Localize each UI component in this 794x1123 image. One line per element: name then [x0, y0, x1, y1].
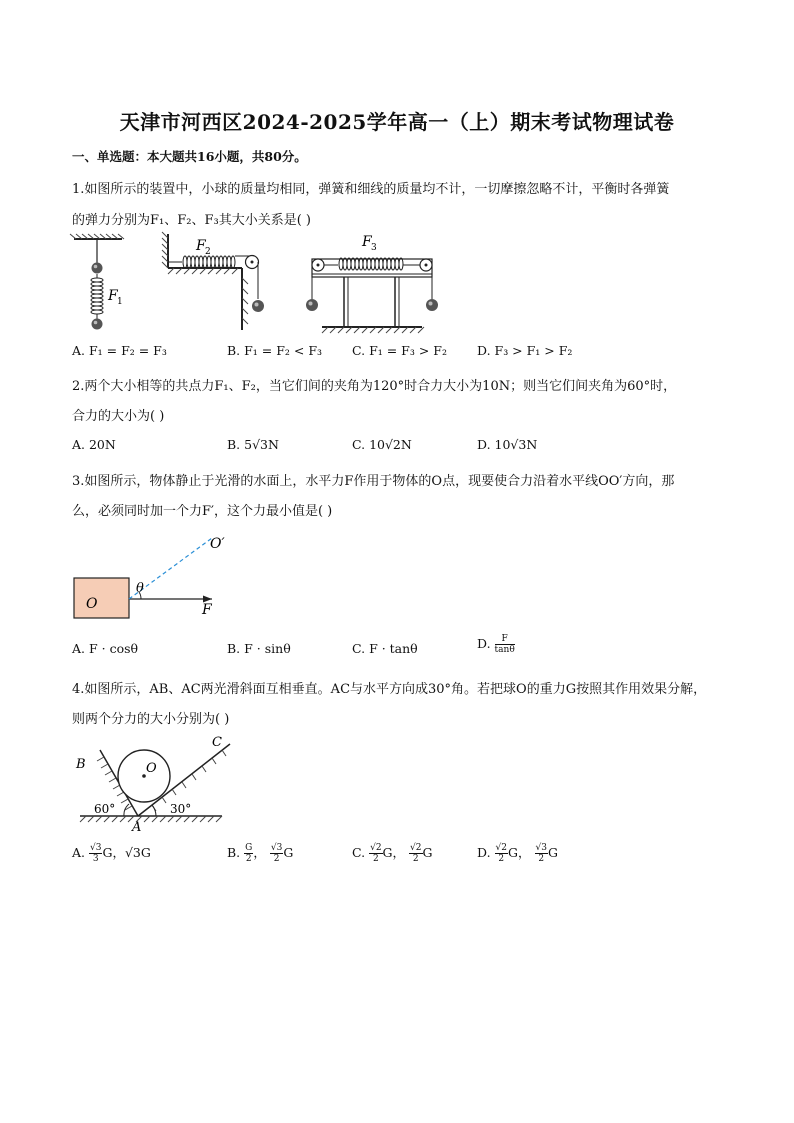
- q1-figure-table-spring: [300, 232, 445, 332]
- q3-option-d[interactable]: [477, 634, 515, 655]
- q4-option-d-num-1: √2: [495, 843, 508, 853]
- q1-f3-label: F: [362, 234, 372, 250]
- q3-option-c[interactable]: C. F · tanθ: [352, 641, 418, 656]
- q2-text-line2: 合力的大小为( ): [72, 409, 165, 424]
- section-heading: 一、单选题：本大题共16小题，共80分。: [72, 149, 307, 164]
- q1-f3-sub: 3: [371, 243, 377, 253]
- q4-option-d-num-2: √3: [535, 843, 547, 853]
- q4-option-c-prefix: C.: [352, 845, 366, 860]
- q4-text-line2: 则两个分力的大小分别为( ): [72, 712, 230, 727]
- q1-text-line2: 的弹力分别为F₁、F₂、F₃其大小关系是( ): [72, 213, 311, 228]
- q4-option-d-fraction-1: [495, 843, 508, 864]
- q4-option-d-den-1: 2: [498, 854, 505, 864]
- q4-option-a[interactable]: [72, 843, 151, 864]
- q1-option-a[interactable]: A. F₁ = F₂ = F₃: [72, 343, 167, 358]
- q4-option-d[interactable]: [477, 843, 558, 864]
- q4-option-b-sep: ，: [253, 845, 266, 860]
- q3-option-d-numerator: F: [495, 634, 515, 645]
- q4-option-c-fraction-2: [409, 843, 422, 864]
- q1-f1-label: F: [108, 288, 118, 304]
- q4-option-c-den-2: 2: [412, 854, 419, 864]
- q4-angle-right-label: 30°: [170, 802, 192, 816]
- q4-angle-left-label: 60°: [94, 802, 116, 816]
- q4-option-d-den-2: 2: [538, 854, 545, 864]
- q2-text-line1: 2.两个大小相等的共点力F₁、F₂，当它们间的夹角为120°时合力大小为10N；则当它们间夹角为60°时，: [72, 379, 677, 394]
- q4-option-b-g: G: [283, 845, 294, 860]
- q4-option-d-prefix: D.: [477, 845, 491, 860]
- q3-option-b[interactable]: B. F · sinθ: [227, 641, 291, 656]
- q4-b-label: B: [76, 757, 86, 772]
- q2-option-c[interactable]: C. 10√2N: [352, 437, 412, 452]
- page-title: 天津市河西区2024-2025学年高一（上）期末考试物理试卷: [119, 110, 675, 134]
- q1-f2-sub: 2: [205, 247, 211, 257]
- q4-option-a-fraction: [89, 843, 102, 864]
- q1-f2-label: F: [196, 238, 206, 254]
- q4-a-label: A: [132, 820, 142, 835]
- q1-figure-corner-spring: [160, 232, 275, 332]
- q4-text-line1: 4.如图所示，AB、AC两光滑斜面互相垂直。AC与水平方向成30°角。若把球O的重力G按照其作用效果分解，: [72, 682, 707, 697]
- q4-option-d-fraction-2: [535, 843, 548, 864]
- q4-option-b-prefix: B.: [227, 845, 241, 860]
- q3-option-a[interactable]: A. F · cosθ: [72, 641, 139, 656]
- q4-c-label: C: [212, 735, 222, 750]
- q1-figure-hanging-spring: [70, 234, 130, 334]
- q4-option-b-fraction-1: [244, 843, 253, 864]
- q3-f-label: F: [202, 602, 212, 618]
- q4-option-b[interactable]: [227, 843, 293, 864]
- q1-text-line1: 1.如图所示的装置中，小球的质量均相同，弹簧和细线的质量均不计，一切摩擦忽略不计，平衡时各弹簧: [72, 182, 670, 197]
- q4-option-c-g2: G: [422, 845, 433, 860]
- q4-option-a-den: 3: [92, 854, 99, 864]
- q4-option-c-num-2: √2: [410, 843, 422, 853]
- q3-oprime-label: O′: [210, 536, 225, 552]
- q1-f1-sub: 1: [117, 297, 123, 307]
- q3-figure-block-force: [72, 530, 242, 622]
- q2-option-b[interactable]: B. 5√3N: [227, 437, 279, 452]
- q3-text-line1: 3.如图所示，物体静止于光滑的水面上，水平力F作用于物体的O点，现要使合力沿着水平线OO′方向，那: [72, 474, 675, 489]
- q3-option-d-fraction: [495, 634, 515, 655]
- q3-o-label: O: [86, 596, 98, 612]
- q4-option-d-g1: G，: [508, 845, 531, 860]
- q4-option-b-num-2: √3: [270, 843, 283, 853]
- q3-text-line2: 么，必须同时加一个力F′，这个力最小值是( ): [72, 504, 333, 519]
- q3-theta-label: θ: [136, 581, 144, 596]
- q4-option-b-den-1: 2: [245, 854, 252, 864]
- q4-option-c-num-1: √2: [370, 843, 382, 853]
- q4-option-a-g: G，: [102, 845, 125, 860]
- q4-option-c-fraction-1: [369, 843, 382, 864]
- q4-option-c-den-1: 2: [372, 854, 379, 864]
- q4-option-a-num: √3: [90, 843, 102, 853]
- q1-option-b[interactable]: B. F₁ = F₂ < F₃: [227, 343, 323, 358]
- q2-option-d[interactable]: D. 10√3N: [477, 437, 538, 452]
- q4-o-label: O: [146, 761, 157, 776]
- q1-option-d[interactable]: D. F₃ > F₁ > F₂: [477, 343, 573, 358]
- q3-option-d-denominator: tanθ: [494, 645, 515, 655]
- q4-option-b-num-1: G: [245, 843, 253, 853]
- q1-option-c[interactable]: C. F₁ = F₃ > F₂: [352, 343, 447, 358]
- q2-option-a[interactable]: A. 20N: [72, 437, 116, 452]
- q4-option-b-fraction-2: [270, 843, 283, 864]
- q4-option-a-rest: √3G: [124, 845, 151, 860]
- q4-option-b-den-2: 2: [273, 854, 280, 864]
- q3-option-d-prefix: D.: [477, 636, 491, 651]
- q4-option-c-g1: G，: [382, 845, 406, 860]
- q4-figure-ball-incline: [72, 732, 242, 835]
- q4-option-d-g2: G: [547, 845, 558, 860]
- q4-option-c[interactable]: [352, 843, 433, 864]
- q4-option-a-prefix: A.: [72, 845, 86, 860]
